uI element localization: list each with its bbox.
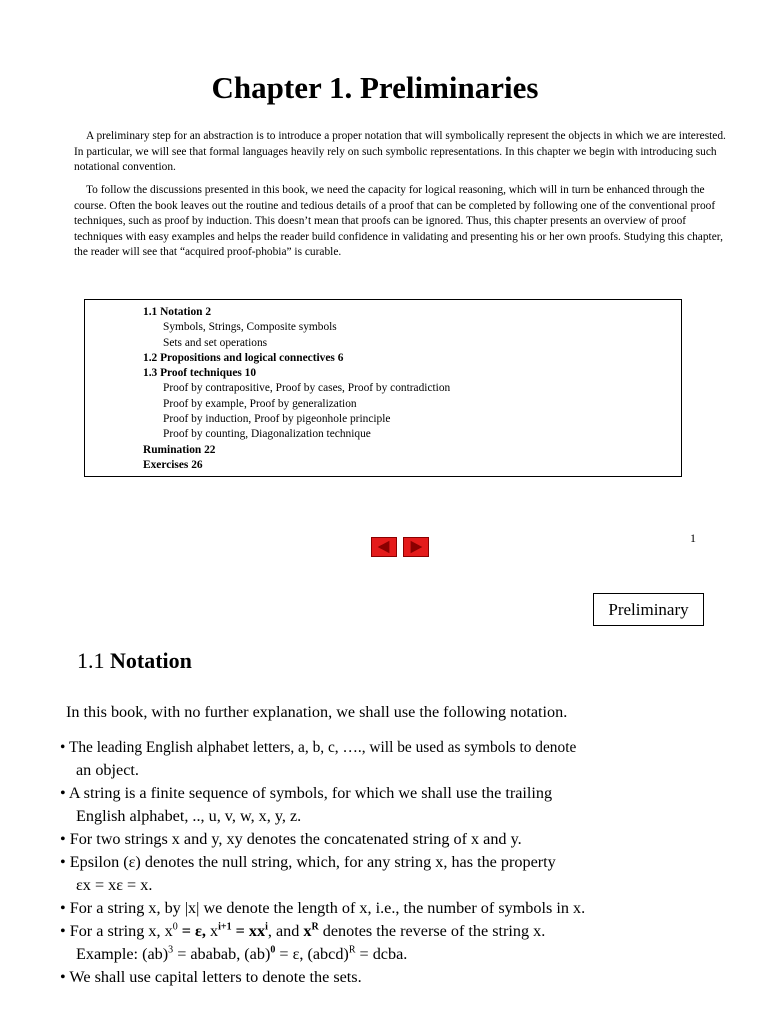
section-title — [77, 648, 192, 674]
toc-section-entry: 1.3 Proof techniques 10 — [143, 367, 257, 380]
prev-page-button[interactable] — [371, 537, 397, 557]
bullet-epsilon-line1: • Epsilon (ε) denotes the null string, which, for any string x, has the property — [60, 853, 556, 871]
notation-bullets — [60, 736, 760, 989]
power-x: x — [210, 922, 219, 940]
bullet-epsilon-line2: εx = xε = x. — [76, 876, 153, 894]
power-eq-epsilon: = ε, — [177, 922, 211, 940]
power-sup-0: 0 — [172, 921, 178, 933]
power-sup-i: i — [265, 921, 268, 933]
power-eq-xx: = xx — [231, 922, 266, 940]
toc-section-entry: Rumination 22 — [143, 443, 216, 456]
intro-paragraph-1-text: A preliminary step for an abstraction is to introduce a proper notation that will symbolically represent the objects in which we are interested. In particular, we will see that formal languages heavily rely on such symbolic representations. In this chapter we begin with introducing such notational convention. — [74, 130, 726, 173]
toc-section-entry: 1.1 Notation 2 — [143, 306, 212, 318]
toc-section-entry: 1.2 Propositions and logical connectives 6 — [143, 351, 344, 364]
toc-section-entry: Exercises 26 — [143, 458, 203, 471]
chapter-title: Chapter 1. Preliminaries — [211, 70, 539, 105]
example-sup-0: 0 — [270, 944, 276, 956]
example-epsilon: = ε, (abcd) — [275, 945, 349, 963]
toc-subsection-entry: Symbols, Strings, Composite symbols — [163, 321, 337, 334]
toc-subsection-entry: Proof by contrapositive, Proof by cases, Proof by contradiction — [163, 382, 451, 395]
bullet-symbols — [60, 736, 760, 782]
left-arrow-icon — [372, 538, 396, 556]
power-sup-i1: i+1 — [218, 921, 232, 933]
section-number: 1.1 — [77, 648, 105, 673]
table-of-contents — [84, 299, 682, 477]
bullet-symbols-line1: • The leading English alphabet letters, a, b, c, …., will be used as symbols to denote — [60, 739, 577, 756]
example-dcba: = dcba. — [355, 945, 408, 963]
page-number: 1 — [690, 531, 696, 545]
toc-subsection-entry: Proof by example, Proof by generalization — [163, 397, 357, 410]
toc-subsection-entry: Sets and set operations — [163, 336, 268, 349]
bullet-power-line1 — [60, 922, 545, 940]
bullet-symbols-line2: an object. — [76, 761, 139, 779]
power-lead: • For a string x, x — [60, 922, 173, 940]
intro-paragraph-2 — [74, 183, 729, 261]
intro-paragraph-2-text: To follow the discussions presented in this book, we need the capacity for logical reasoning, which will in turn be enhanced through the course. Often the book leaves out the routine and tedious details of a proof that can be completed by following one of the conventional proof techniques, such as proof by induction. This doesn’t mean that proofs can be ignored. Thus, this chapter presents an overview of proof techniques with easy examples and helps the reader build confidence in validating and presenting his or her own proofs. Studying this chapter, the reader will see that “acquired proof-phobia” is curable. — [74, 184, 723, 258]
chapter-label-box: Preliminary — [593, 593, 704, 626]
reverse-x: x — [303, 922, 312, 940]
toc-subsection-entry: Proof by induction, Proof by pigeonhole principle — [163, 413, 391, 426]
bullet-string-line2: English alphabet, .., u, v, w, x, y, z. — [76, 807, 302, 825]
example-ababab: = ababab, (ab) — [173, 945, 271, 963]
bullet-power-reverse — [60, 920, 760, 966]
toc-list — [143, 305, 450, 473]
bullet-sets: • We shall use capital letters to denote the sets. — [60, 968, 362, 986]
next-page-button[interactable] — [403, 537, 429, 557]
toc-subsection-entry: Proof by counting, Diagonalization technique — [163, 428, 371, 441]
bullet-string-line1: • A string is a finite sequence of symbols, for which we shall use the trailing — [60, 784, 553, 802]
example-sup-r: R — [348, 944, 356, 956]
notation-intro: In this book, with no further explanation, we shall use the following notation. — [66, 703, 568, 721]
bullet-epsilon — [60, 851, 760, 897]
bullet-length: • For a string x, by |x| we denote the length of x, i.e., the number of symbols in x. — [60, 899, 586, 917]
right-arrow-icon — [404, 538, 428, 556]
section-name: Notation — [110, 648, 192, 673]
bullet-concatenation: • For two strings x and y, xy denotes the concatenated string of x and y. — [60, 830, 522, 848]
bullet-string — [60, 782, 760, 828]
intro-paragraph-1 — [74, 129, 729, 176]
example-lead: Example: (ab) — [76, 945, 169, 963]
example-sup-3: 3 — [168, 944, 174, 956]
bullet-power-example — [60, 943, 760, 966]
power-and: , and — [267, 922, 304, 940]
reverse-desc: denotes the reverse of the string x. — [318, 922, 546, 940]
reverse-sup-r: R — [311, 921, 319, 933]
